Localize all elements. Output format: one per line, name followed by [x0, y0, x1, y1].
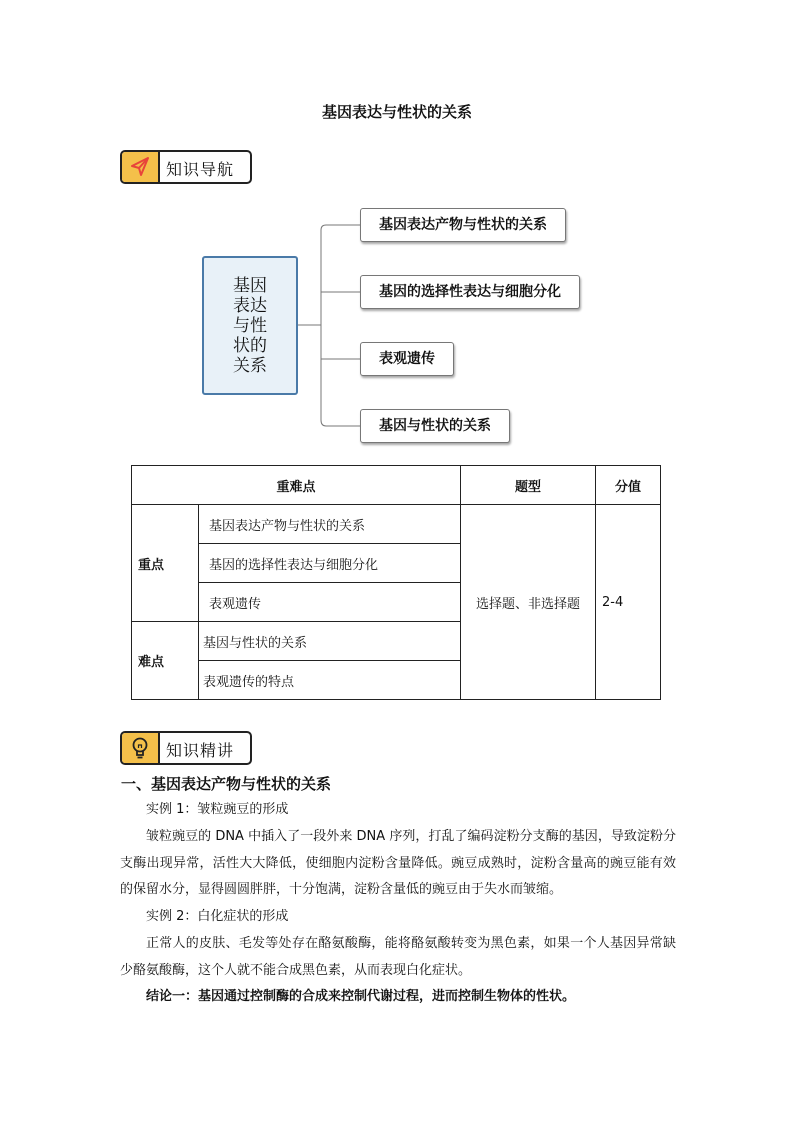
key-points-table [131, 465, 661, 700]
header-score: 分值 [596, 466, 661, 505]
table-cell: 表观遗传的特点 [199, 661, 461, 700]
mindmap-branch: 基因表达产物与性状的关系 [360, 208, 566, 242]
section-heading: 一、基因表达产物与性状的关系 [121, 775, 332, 793]
document-title: 基因表达与性状的关系 [321, 103, 472, 121]
mindmap-branch: 表观遗传 [360, 342, 454, 376]
header-key-difficult: 重难点 [132, 466, 461, 505]
example1-text: 皱粒豌豆的 DNA 中插入了一段外来 DNA 序列，打乱了编码淀粉分支酶的基因，导致淀粉分支酶出现异常，活性大大降低，使细胞内淀粉含量降低。豌豆成熟时，淀粉含量高的豌豆能有效的保留水分，显得圆圆胖胖，十分饱满，淀粉含量低的豌豆由于失水而皱缩。 [120, 829, 676, 897]
group-key-label: 重点 [132, 505, 199, 622]
score-cell: 2-4 [596, 505, 661, 700]
example2-text: 正常人的皮肤、毛发等处存在酪氨酸酶，能将酪氨酸转变为黑色素，如果一个人基因异常缺少酪氨酸酶，这个人就不能合成黑色素，从而表现白化症状。 [120, 936, 676, 978]
table-cell: 基因的选择性表达与细胞分化 [199, 544, 461, 583]
table-cell: 基因与性状的关系 [199, 622, 461, 661]
header-question-type: 题型 [461, 466, 596, 505]
mindmap-root-label: 基因表达与性状的关系 [233, 275, 267, 376]
mindmap-branch: 基因的选择性表达与细胞分化 [360, 275, 580, 309]
table-cell: 表观遗传 [199, 583, 461, 622]
knowledge-nav-label: 知识导航 [166, 160, 235, 179]
mindmap-root [202, 256, 298, 395]
table-row [132, 505, 661, 544]
example2-title: 实例 2：白化症状的形成 [146, 909, 289, 924]
lightbulb-icon [122, 733, 160, 763]
knowledge-lecture-label: 知识精讲 [166, 741, 235, 760]
mindmap-branch: 基因与性状的关系 [360, 409, 510, 443]
table-cell: 基因表达产物与性状的关系 [199, 505, 461, 544]
question-type-cell: 选择题、非选择题 [461, 505, 596, 700]
group-difficult-label: 难点 [132, 622, 199, 700]
example1-title: 实例 1：皱粒豌豆的形成 [146, 802, 289, 817]
conclusion-text: 结论一：基因通过控制酶的合成来控制代谢过程，进而控制生物体的性状。 [146, 989, 576, 1004]
table-header-row [132, 466, 661, 505]
knowledge-lecture-badge [120, 731, 252, 765]
